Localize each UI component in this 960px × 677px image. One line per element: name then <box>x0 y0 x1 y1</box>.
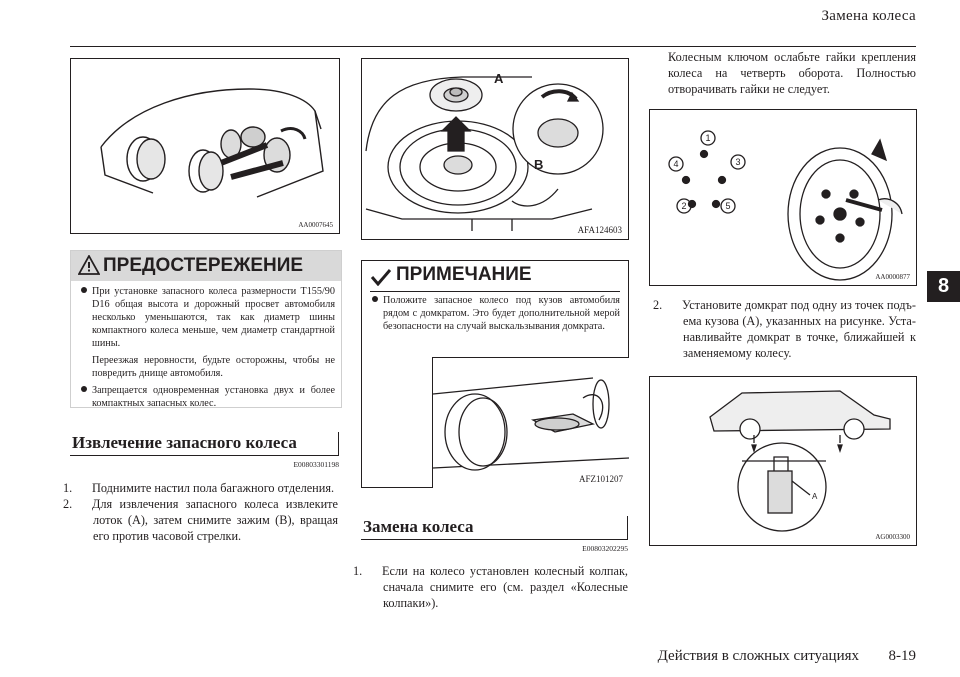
change-steps <box>353 563 628 611</box>
lug-nuts-illustration <box>650 110 916 285</box>
step-number: 2. <box>653 298 663 312</box>
trunk-tires-illustration <box>71 59 339 233</box>
section-code: E00803202295 <box>582 544 628 553</box>
section-code: E00803301198 <box>293 460 339 469</box>
step-number: 1. <box>353 564 363 578</box>
jack-point-illustration <box>650 377 916 545</box>
page-footer <box>658 648 916 665</box>
warning-item <box>92 384 335 410</box>
step-item <box>63 480 338 496</box>
bullet-icon <box>81 386 87 392</box>
spare-steps <box>63 480 338 544</box>
footer-section: Действия в сложных ситуациях <box>657 648 859 664</box>
callout-a: A <box>812 492 818 501</box>
warning-item-text: При установке запасного колеса размерности T155/90 D16 общая высота и дорожный просвет автомобиля несколько уменьшаются, так как диаметр шины компактного колеса меньше, чем диаметр стандартной шины. <box>92 286 335 349</box>
page-number: 8-19 <box>888 648 916 664</box>
section-title-change: Замена колеса <box>363 517 474 536</box>
note-item-text: Положите запасное колесо под кузов автомобиля рядом с домкратом. Это будет дополнительной мерой безопасности на случай выскальзывания домкрата. <box>383 295 620 332</box>
callout-lug-3: 3 <box>735 157 741 167</box>
section-title-spare: Извлечение запасного колеса <box>72 433 297 452</box>
figure-code: AFA124603 <box>577 225 622 235</box>
figure-lug-nuts <box>649 109 917 286</box>
jack-stowed-illustration <box>433 358 629 488</box>
bullet-icon <box>372 296 378 302</box>
step-text: Если на колесо установлен колесный колпак, сначала снимите его (см. раздел «Колесные колпаки»). <box>382 564 628 610</box>
header-rule <box>70 46 916 47</box>
step-text: Для извлечения запасного колеса извлеките лоток (A), затем снимите зажим (B), вращая его против часовой стрелки. <box>92 497 338 543</box>
warning-item <box>92 285 335 350</box>
note-body <box>370 294 620 333</box>
figure-code: AA0000877 <box>875 273 910 281</box>
section-rule <box>70 455 339 456</box>
figure-trunk-tires <box>70 58 340 234</box>
step-item <box>653 297 916 361</box>
callout-lug-1: 1 <box>705 133 711 143</box>
callout-b: B <box>534 157 544 172</box>
warning-item-text: Запрещается одновременная установка двух и более компактных запасных колес. <box>92 385 335 409</box>
figure-spare-wheel <box>361 58 629 240</box>
step-item <box>63 496 338 544</box>
section-rule <box>361 539 628 540</box>
note-box <box>361 260 629 488</box>
callout-lug-2: 2 <box>681 201 687 211</box>
figure-jack-point <box>649 376 917 546</box>
spare-wheel-illustration <box>362 59 628 239</box>
section-rule-vertical <box>627 516 628 539</box>
figure-code: AFZ101207 <box>578 474 623 484</box>
warning-item-continued: Переезжая неровности, будьте осторожны, чтобы не повредить днище автомобиля. <box>92 355 335 379</box>
step-text: Установите домкрат под одну из точек подъема кузова (A), указанных на рисунке. Устанавливайте домкрат в точке, ближайшей к заменяемому колесу. <box>682 298 916 360</box>
loosen-nuts-paragraph: Колесным ключом ослабьте гайки крепления колеса на четверть оборота. Полностью отворачивать гайки не следует. <box>668 50 916 96</box>
jack-steps <box>653 297 916 361</box>
warning-triangle-icon <box>78 255 100 275</box>
step-text: Поднимите настил пола багажного отделения. <box>92 481 335 495</box>
step-item <box>353 563 628 611</box>
section-rule-vertical <box>338 432 339 455</box>
warning-header <box>71 251 341 281</box>
step-number: 2. <box>63 497 73 511</box>
figure-jack-stowed <box>432 357 629 488</box>
step-number: 1. <box>63 481 73 495</box>
warning-body <box>79 285 335 414</box>
warning-box <box>70 250 342 408</box>
callout-a: A <box>494 71 504 86</box>
chapter-tab: 8 <box>927 271 960 302</box>
note-rule <box>370 291 620 292</box>
bullet-icon <box>81 287 87 293</box>
figure-code: AA0007645 <box>298 221 333 229</box>
callout-lug-4: 4 <box>673 159 679 169</box>
checkmark-icon <box>370 268 392 286</box>
warning-title: ПРЕДОСТЕРЕЖЕНИЕ <box>103 255 304 276</box>
note-item <box>383 294 620 333</box>
note-title: ПРИМЕЧАНИЕ <box>396 264 532 285</box>
running-header: Замена колеса <box>821 8 916 24</box>
figure-code: AG0003300 <box>875 533 910 541</box>
callout-lug-5: 5 <box>725 201 731 211</box>
